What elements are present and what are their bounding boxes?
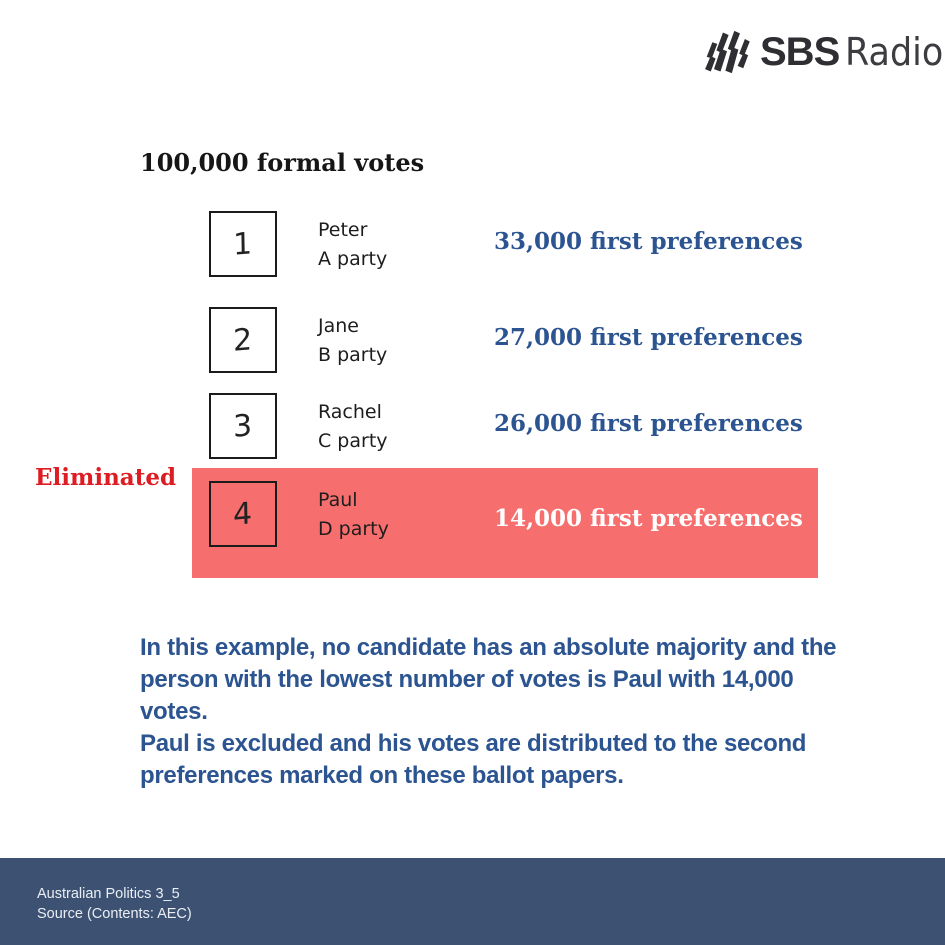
candidate-info xyxy=(318,486,389,544)
preference-number: 3 xyxy=(233,407,253,445)
candidate-party: B party xyxy=(318,344,388,366)
ballot-preference-box xyxy=(209,481,277,547)
ballot-preference-box xyxy=(209,393,277,459)
explanation-line: person with the lowest number of votes is Paul with 14,000 xyxy=(140,666,794,693)
candidate-party: C party xyxy=(318,430,388,452)
brand-name-radio: Radio xyxy=(845,30,944,74)
explanation-line: votes. xyxy=(140,698,208,725)
candidate-name: Paul xyxy=(318,489,358,511)
candidate-info xyxy=(318,216,387,274)
preference-number: 4 xyxy=(233,495,253,533)
explanation-line: Paul is excluded and his votes are distributed to the second xyxy=(140,730,807,757)
candidate-name: Jane xyxy=(318,315,359,337)
candidate-row xyxy=(0,393,945,459)
page-title: 100,000 formal votes xyxy=(140,148,425,177)
sbs-radio-logo xyxy=(698,26,945,78)
explanation-line: In this example, no candidate has an absolute majority and the xyxy=(140,634,837,661)
candidate-row xyxy=(0,211,945,277)
ballot-preference-box xyxy=(209,211,277,277)
candidate-row xyxy=(0,307,945,373)
explanation-line: preferences marked on these ballot papers. xyxy=(140,762,624,789)
first-preferences-count: 27,000 first preferences xyxy=(494,324,803,351)
candidate-party: D party xyxy=(318,518,389,540)
first-preferences-count: 33,000 first preferences xyxy=(494,228,803,255)
brand-name-sbs: SBS xyxy=(760,29,840,74)
candidate-info xyxy=(318,312,387,370)
explanation-text xyxy=(140,632,836,792)
ballot-preference-box xyxy=(209,307,277,373)
candidate-row-eliminated xyxy=(0,481,945,547)
first-preferences-count: 26,000 first preferences xyxy=(494,410,803,437)
candidate-info xyxy=(318,398,388,456)
candidate-party: A party xyxy=(318,248,388,270)
first-preferences-count: 14,000 first preferences xyxy=(494,505,803,532)
eliminated-label: Eliminated xyxy=(35,464,177,491)
candidate-name: Peter xyxy=(318,219,368,241)
preference-number: 1 xyxy=(233,225,253,263)
footer-source: Source (Contents: AEC) xyxy=(37,906,192,922)
candidate-name: Rachel xyxy=(318,401,382,423)
preference-number: 2 xyxy=(233,321,253,359)
footer-bar xyxy=(0,858,945,945)
sbs-mercator-icon xyxy=(698,26,756,78)
footer-title: Australian Politics 3_5 xyxy=(37,886,180,902)
